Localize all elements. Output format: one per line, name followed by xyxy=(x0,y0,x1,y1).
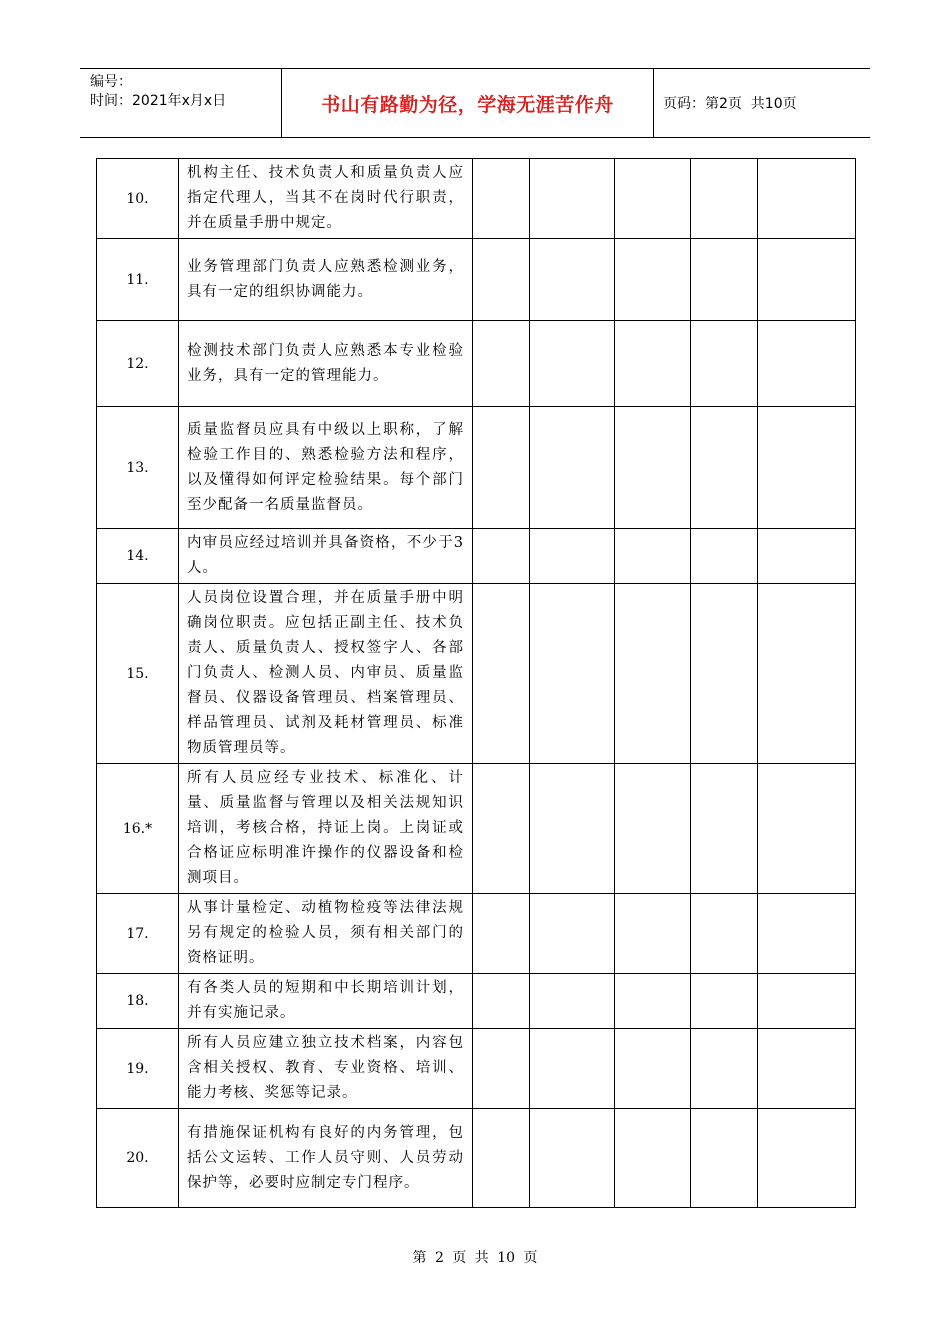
blank-cell xyxy=(691,764,758,894)
table-row xyxy=(97,239,856,321)
table-row xyxy=(97,894,856,974)
blank-cell xyxy=(530,239,615,321)
blank-cell xyxy=(758,239,856,321)
blank-cell xyxy=(615,407,691,529)
item-number: 18. xyxy=(97,974,179,1029)
blank-cell xyxy=(758,407,856,529)
table-row xyxy=(97,974,856,1029)
blank-cell xyxy=(758,321,856,407)
blank-cell xyxy=(691,321,758,407)
item-requirement: 所有人员应建立独立技术档案，内容包含相关授权、教育、专业资格、培训、能力考核、奖惩等记录。 xyxy=(179,1029,473,1109)
blank-cell xyxy=(615,1029,691,1109)
item-number: 14. xyxy=(97,529,179,584)
blank-cell xyxy=(758,1109,856,1208)
table-row xyxy=(97,529,856,584)
blank-cell xyxy=(615,894,691,974)
item-number: 12. xyxy=(97,321,179,407)
table-row xyxy=(97,1109,856,1208)
blank-cell xyxy=(758,584,856,764)
table-row xyxy=(97,584,856,764)
item-number: 11. xyxy=(97,239,179,321)
blank-cell xyxy=(691,407,758,529)
blank-cell xyxy=(473,584,530,764)
code-label: 编号： xyxy=(90,74,132,90)
blank-cell xyxy=(530,974,615,1029)
blank-cell xyxy=(530,407,615,529)
blank-cell xyxy=(691,974,758,1029)
item-requirement: 有各类人员的短期和中长期培训计划，并有实施记录。 xyxy=(179,974,473,1029)
blank-cell xyxy=(691,894,758,974)
blank-cell xyxy=(530,764,615,894)
blank-cell xyxy=(530,159,615,239)
blank-cell xyxy=(473,764,530,894)
blank-cell xyxy=(530,584,615,764)
blank-cell xyxy=(473,1029,530,1109)
blank-cell xyxy=(615,764,691,894)
item-requirement: 检测技术部门负责人应熟悉本专业检验业务，具有一定的管理能力。 xyxy=(179,321,473,407)
time-label: 时间：2021年x月x日 xyxy=(90,93,227,109)
blank-cell xyxy=(615,529,691,584)
item-number: 15. xyxy=(97,584,179,764)
checklist-table xyxy=(96,158,856,1208)
item-number: 20. xyxy=(97,1109,179,1208)
table-row xyxy=(97,407,856,529)
blank-cell xyxy=(615,321,691,407)
item-requirement: 业务管理部门负责人应熟悉检测业务，具有一定的组织协调能力。 xyxy=(179,239,473,321)
blank-cell xyxy=(691,1109,758,1208)
blank-cell xyxy=(615,974,691,1029)
blank-cell xyxy=(691,159,758,239)
blank-cell xyxy=(758,159,856,239)
blank-cell xyxy=(473,239,530,321)
table-row xyxy=(97,159,856,239)
blank-cell xyxy=(691,1029,758,1109)
table-row xyxy=(97,764,856,894)
table-row xyxy=(97,321,856,407)
blank-cell xyxy=(691,529,758,584)
blank-cell xyxy=(615,1109,691,1208)
blank-cell xyxy=(473,529,530,584)
blank-cell xyxy=(615,239,691,321)
blank-cell xyxy=(758,894,856,974)
blank-cell xyxy=(530,1109,615,1208)
item-requirement: 所有人员应经专业技术、标准化、计量、质量监督与管理以及相关法规知识培训，考核合格，持证上岗。上岗证或合格证应标明准许操作的仪器设备和检测项目。 xyxy=(179,764,473,894)
blank-cell xyxy=(530,321,615,407)
page-header xyxy=(80,68,870,138)
blank-cell xyxy=(473,407,530,529)
item-number: 19. xyxy=(97,1029,179,1109)
item-requirement: 质量监督员应具有中级以上职称，了解检验工作目的、熟悉检验方法和程序，以及懂得如何评定检验结果。每个部门至少配备一名质量监督员。 xyxy=(179,407,473,529)
item-requirement: 从事计量检定、动植物检疫等法律法规另有规定的检验人员，须有相关部门的资格证明。 xyxy=(179,894,473,974)
header-motto: 书山有路勤为径，学海无涯苦作舟 xyxy=(282,69,654,137)
blank-cell xyxy=(615,159,691,239)
blank-cell xyxy=(758,1029,856,1109)
blank-cell xyxy=(758,529,856,584)
blank-cell xyxy=(615,584,691,764)
blank-cell xyxy=(530,1029,615,1109)
item-number: 17. xyxy=(97,894,179,974)
item-number: 16.* xyxy=(97,764,179,894)
blank-cell xyxy=(691,239,758,321)
blank-cell xyxy=(530,894,615,974)
item-requirement: 内审员应经过培训并具备资格，不少于3人。 xyxy=(179,529,473,584)
blank-cell xyxy=(473,1109,530,1208)
header-meta xyxy=(80,69,282,137)
blank-cell xyxy=(691,584,758,764)
blank-cell xyxy=(473,974,530,1029)
header-page-info xyxy=(653,69,870,137)
blank-cell xyxy=(530,529,615,584)
item-number: 13. xyxy=(97,407,179,529)
item-requirement: 机构主任、技术负责人和质量负责人应指定代理人，当其不在岗时代行职责，并在质量手册中规定。 xyxy=(179,159,473,239)
page-footer: 第 2 页 共 10 页 xyxy=(412,1250,538,1266)
blank-cell xyxy=(473,321,530,407)
table-row xyxy=(97,1029,856,1109)
blank-cell xyxy=(473,159,530,239)
item-requirement: 有措施保证机构有良好的内务管理，包括公文运转、工作人员守则、人员劳动保护等，必要时应制定专门程序。 xyxy=(179,1109,473,1208)
blank-cell xyxy=(758,764,856,894)
item-requirement: 人员岗位设置合理，并在质量手册中明确岗位职责。应包括正副主任、技术负责人、质量负责人、授权签字人、各部门负责人、检测人员、内审员、质量监督员、仪器设备管理员、档案管理员、样品管理员、试剂及耗材管理员、标准物质管理员等。 xyxy=(179,584,473,764)
blank-cell xyxy=(473,894,530,974)
item-number: 10. xyxy=(97,159,179,239)
page-label: 页码：第2页 共10页 xyxy=(663,96,797,112)
blank-cell xyxy=(758,974,856,1029)
